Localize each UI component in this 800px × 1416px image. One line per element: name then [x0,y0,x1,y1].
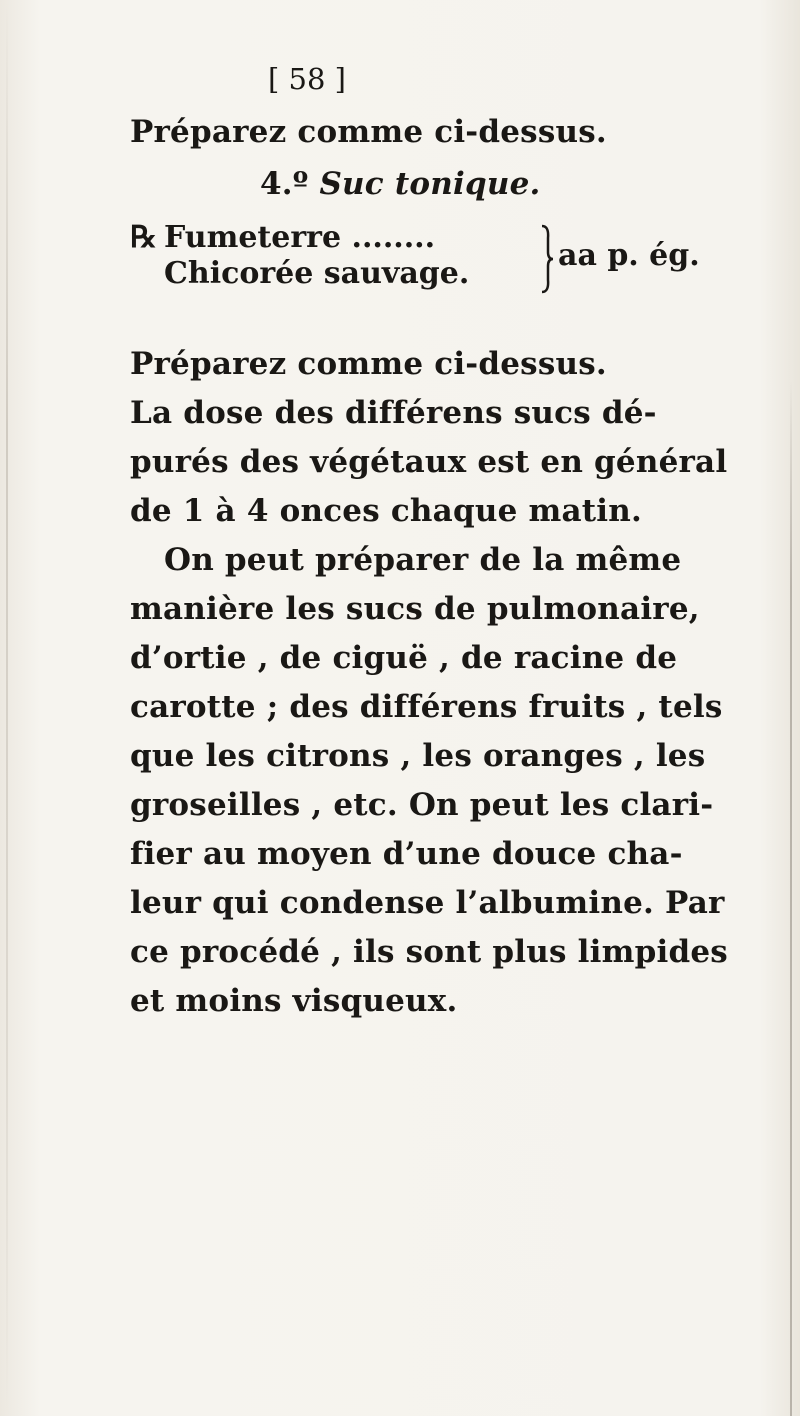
subheading-title: Suc tonique. [319,166,541,202]
text-line: On peut préparer de la même [164,542,682,578]
recipe-item-text: Fumeterre ........ [164,220,436,255]
subheading [260,160,541,209]
recipe-symbol: ℞ [130,220,157,255]
text-line: de 1 à 4 onces chaque matin. [130,493,642,529]
text-line: Préparez comme ci-dessus. [130,346,607,382]
section-heading: Préparez comme ci-dessus. [130,114,607,150]
text-line: manière les sucs de pulmonaire, [130,591,700,627]
page-edge-shadow [790,380,792,1416]
text-line: ce procédé , ils sont plus limpides [130,934,728,970]
recipe-item: Chicorée sauvage. [164,256,470,291]
recipe [130,220,770,304]
binding-edge [6,0,8,1416]
text-line: carotte ; des différens fruits , tels [130,689,723,725]
body-text [130,340,770,1026]
text-line: leur qui condense l’albumine. Par [130,885,725,921]
subheading-number: 4.º [260,166,309,202]
recipe-item [130,220,435,255]
page-number: [ 58 ] [268,62,346,96]
text-line: d’ortie , de ciguë , de racine de [130,640,678,676]
text-line: que les citrons , les oranges , les [130,738,706,774]
text-line: purés des végétaux est en général [130,444,728,480]
brace-icon [540,224,554,294]
recipe-amount: aa p. ég. [558,238,700,273]
text-line: fier au moyen d’une douce cha- [130,836,683,872]
text-line: groseilles , etc. On peut les clari- [130,787,714,823]
text-line: La dose des différens sucs dé- [130,395,657,431]
text-line: et moins visqueux. [130,983,458,1019]
